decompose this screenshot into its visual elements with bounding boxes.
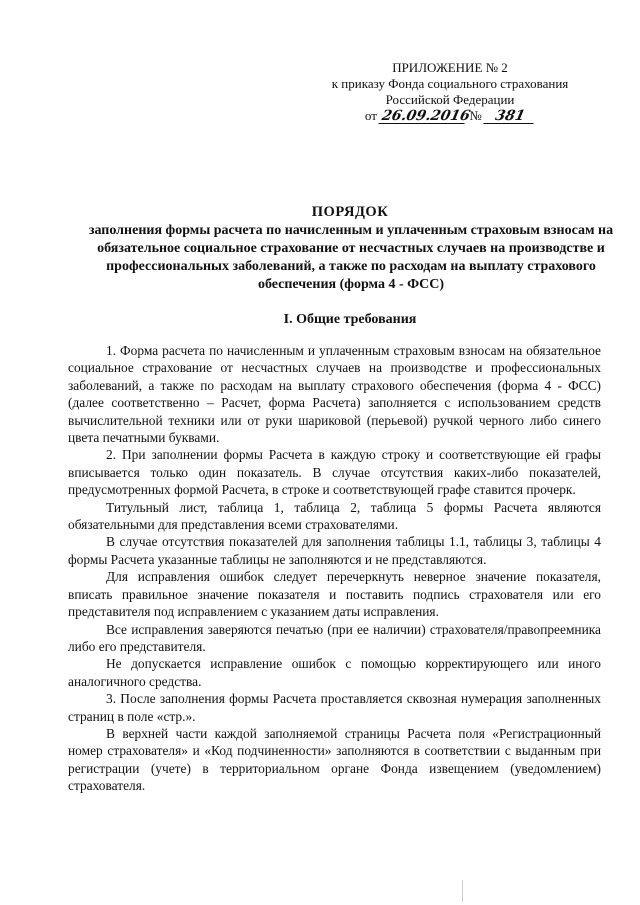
paragraph: Титульный лист, таблица 1, таблица 2, таблица 5 формы Расчета являются обязательными для представления всеми страхователями. — [68, 499, 601, 533]
paragraph: 1. Форма расчета по начисленным и уплаченным страховым взносам на обязательное социальное страхование от несчастных случаев на производстве и профессиональных заболеваний, а также по расходам на выплату страхового обеспечения (форма 4 - ФСС) (далее соответственно – Расчет, форма Расчета) заполняется с использованием средств вычислительной техники или от руки шариковой (перьевой) ручкой черного либо синего цвета печатными буквами. — [68, 343, 601, 446]
paragraph: В верхней части каждой заполняемой страницы Расчета поля «Регистрационный номер страхователя» и «Код подчиненности» заполняются в соответствии с выданным при регистрации (учете) в территориальном органе Фонда извещением (уведомлением) страхователя. — [68, 725, 601, 794]
scan-artifact — [462, 880, 463, 902]
date-prefix: от — [364, 108, 377, 123]
appendix-federation-line: Российской Федерации — [385, 92, 515, 107]
handwritten-number: 381 — [483, 109, 536, 124]
paragraph: 2. При заполнении формы Расчета в каждую строку и соответствующие ей графы вписывается только один показатель. В случае отсутствия каких-либо показателей, предусмотренных формой Расчета, в строке и соответствующей графе ставится прочерк. — [68, 447, 601, 498]
paragraph: Не допускается исправление ошибок с помощью корректирующего или иного аналогичного средства. — [68, 656, 601, 689]
appendix-order-line: к приказу Фонда социального страхования — [331, 76, 569, 91]
document-title: ПОРЯДОК — [311, 204, 389, 220]
appendix-block — [300, 60, 600, 124]
paragraph: 3. После заполнения формы Расчета проставляется сквозная нумерация заполненных страниц в поле «стр.». — [68, 691, 601, 724]
document-body — [68, 342, 601, 795]
handwritten-date: 26.09.2016 — [380, 108, 472, 124]
appendix-date-line — [300, 108, 600, 124]
paragraph: В случае отсутствия показателей для заполнения таблицы 1.1, таблицы 3, таблицы 4 формы Расчета указанные таблицы не заполняются и не представляются. — [68, 534, 601, 567]
section-heading: I. Общие требования — [283, 312, 417, 327]
paragraph: Для исправления ошибок следует перечеркнуть неверное значение показателя, вписать правильное значение показателя и поставить подпись страхователя или его представителя под исправлением с указанием даты исправления. — [68, 569, 601, 620]
document-subtitle: заполнения формы расчета по начисленным и уплаченным страховым взносам на обязательное социальное страхование от несчастных случаев на производстве и профессиональных заболеваний, а также по расходам на выплату страхового обеспечения (форма 4 - ФСС) — [88, 223, 614, 292]
number-sign: № — [469, 108, 482, 123]
paragraph: Все исправления заверяются печатью (при ее наличии) страхователя/правопреемника либо его представителя. — [68, 621, 601, 654]
appendix-heading: ПРИЛОЖЕНИЕ № 2 — [392, 60, 508, 75]
